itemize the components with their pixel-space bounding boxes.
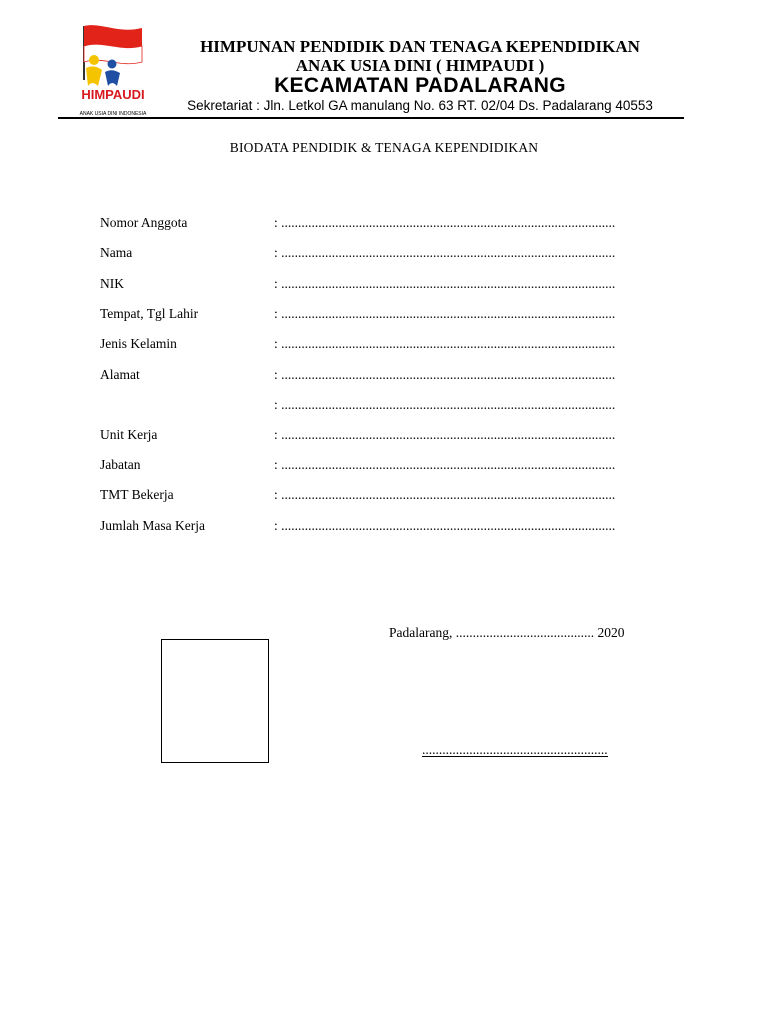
field-label: Unit Kerja [100,427,158,442]
field-blank[interactable]: : ................................................................................................... [274,487,616,502]
field-nik [100,276,670,296]
field-blank[interactable]: : ................................................................................................... [274,367,616,382]
field-unit-kerja [100,427,670,447]
letterhead-line-2: ANAK USIA DINI ( HIMPAUDI ) [295,56,545,75]
field-nama [100,245,670,265]
field-blank[interactable]: : ................................................................................................... [274,215,616,230]
field-jenis-kelamin [100,336,670,356]
field-blank[interactable]: : ................................................................................................... [274,457,616,472]
himpaudi-flag-logo-icon [72,20,154,120]
field-label: Nomor Anggota [100,215,188,230]
field-label: Alamat [100,367,140,382]
document-title: BIODATA PENDIDIK & TENAGA KEPENDIDIKAN [229,140,539,155]
signature-name-line: ....................................................... [422,742,608,757]
letterhead-district: KECAMATAN PADALARANG [274,74,566,97]
svg-text:ANAK USIA DINI INDONESIA: ANAK USIA DINI INDONESIA [79,111,147,117]
field-label: Jumlah Masa Kerja [100,518,205,533]
field-alamat-continued [100,397,670,417]
field-blank[interactable]: : ................................................................................................... [274,397,616,412]
field-alamat [100,367,670,387]
field-tempat-tgl-lahir [100,306,670,326]
field-jabatan [100,457,670,477]
field-tmt-bekerja [100,487,670,507]
field-blank[interactable]: : ................................................................................................... [274,276,616,291]
letterhead-line-1: HIMPUNAN PENDIDIK DAN TENAGA KEPENDIDIKAN [200,37,640,56]
field-nomor-anggota [100,215,670,235]
field-label: Nama [100,245,133,260]
field-jumlah-masa-kerja [100,518,670,538]
field-label: Jenis Kelamin [100,336,177,351]
letterhead-divider [58,117,684,119]
field-label: Jabatan [100,457,141,472]
field-blank[interactable]: : ................................................................................................... [274,306,616,321]
letterhead-address: Sekretariat : Jln. Letkol GA manulang No. 63 RT. 02/04 Ds. Padalarang 40553 [187,98,653,113]
field-blank[interactable]: : ................................................................................................... [274,518,616,533]
svg-text:HIMPAUDI: HIMPAUDI [81,87,145,102]
field-blank[interactable]: : ................................................................................................... [274,427,616,442]
field-label: TMT Bekerja [100,487,174,502]
field-blank[interactable]: : ................................................................................................... [274,336,616,351]
field-label: NIK [100,276,124,291]
field-blank[interactable]: : ................................................................................................... [274,245,616,260]
photo-placeholder [161,639,269,763]
signature-date-line: Padalarang, ......................................... 2020 [389,625,625,640]
field-label: Tempat, Tgl Lahir [100,306,199,321]
